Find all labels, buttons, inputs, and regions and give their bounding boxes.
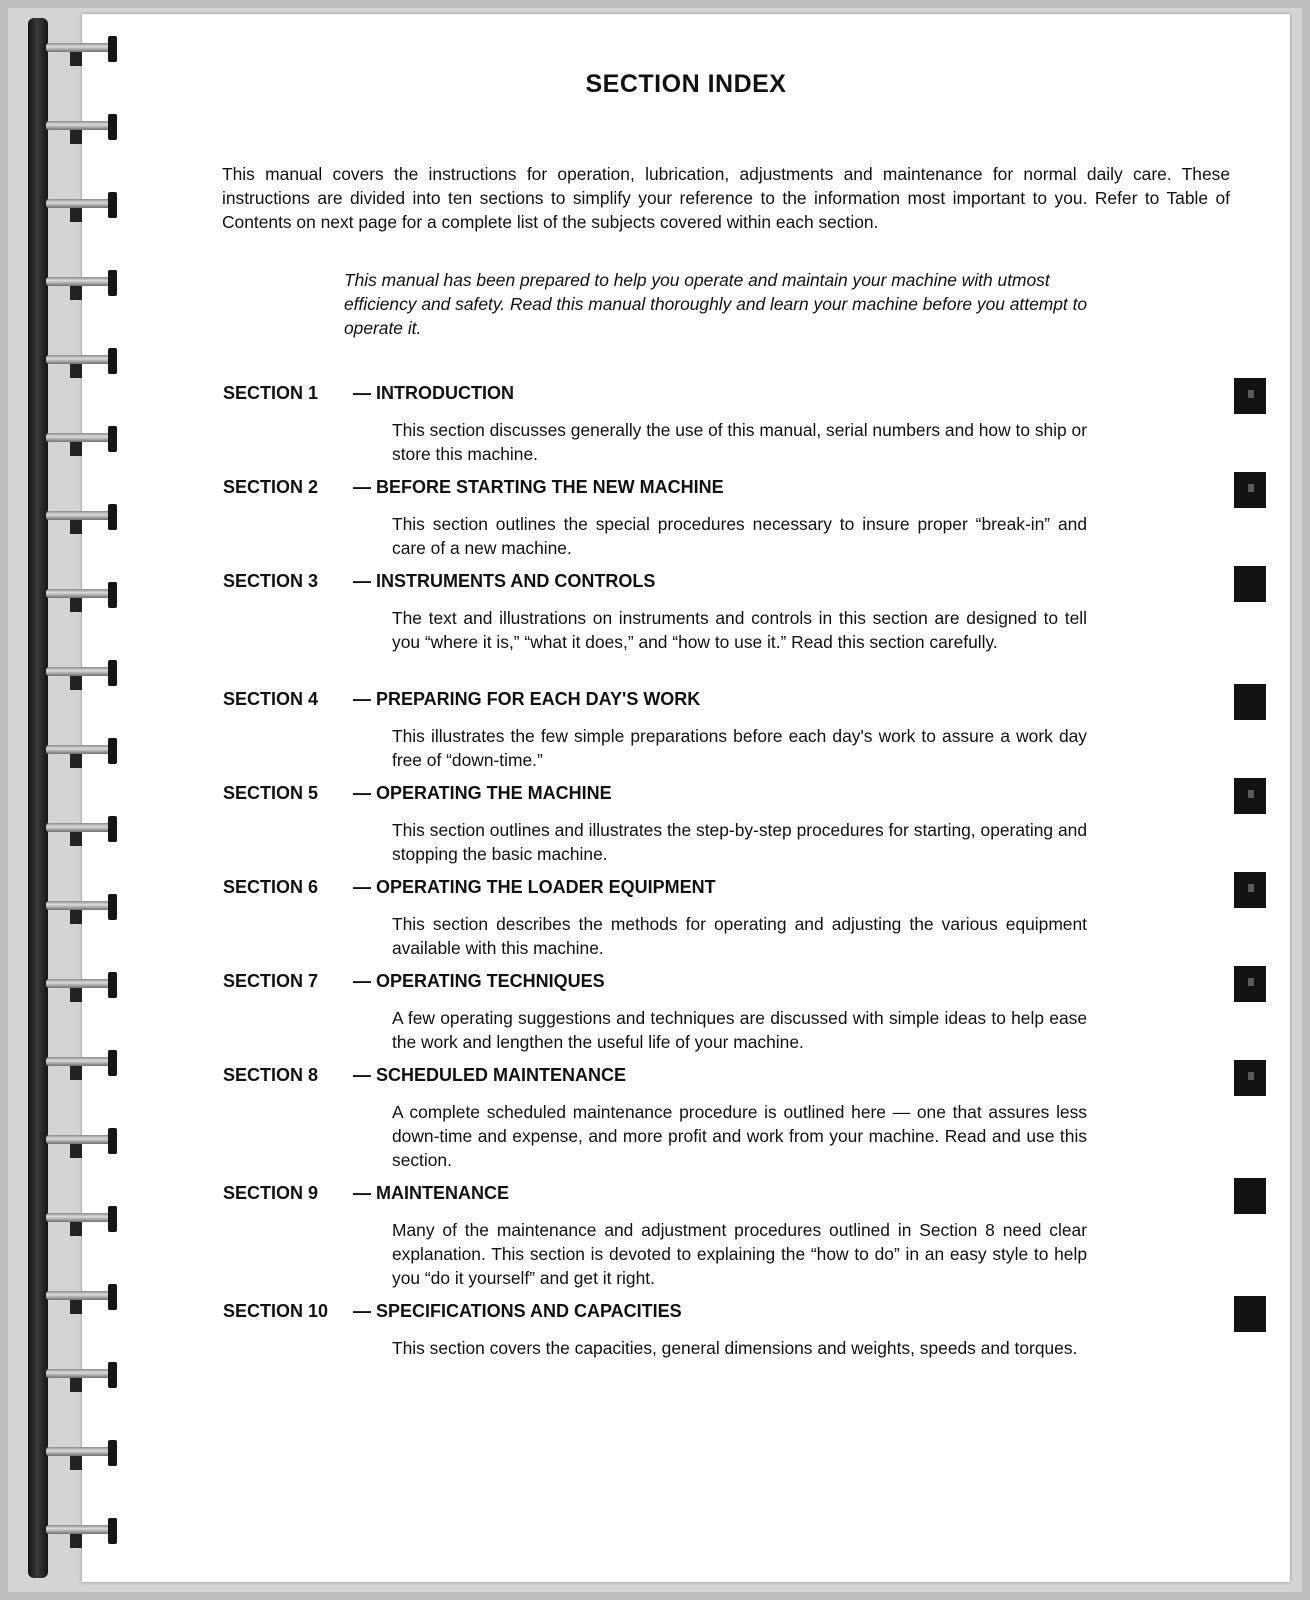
section-title: — MAINTENANCE	[353, 1183, 509, 1203]
section-description-3: The text and illustrations on instruments and controls in this section are designed to tell you “where it is,” “what it does,” and “how to use it.” Read this section carefully.	[392, 608, 1087, 652]
binding-ring	[34, 1048, 120, 1078]
binding-ring	[34, 1438, 120, 1468]
section-title: — SPECIFICATIONS AND CAPACITIES	[353, 1301, 682, 1321]
section-number: SECTION 7	[223, 971, 319, 991]
section-title: — INTRODUCTION	[353, 383, 514, 403]
binding-ring	[34, 814, 120, 844]
binding-ring	[34, 1516, 120, 1546]
section-heading-2	[223, 477, 724, 498]
section-description-10: This section covers the capacities, general dimensions and weights, speeds and torques.	[392, 1338, 1078, 1358]
binding-ring	[34, 112, 120, 142]
page-title: SECTION INDEX	[585, 70, 787, 98]
section-description-1: This section discusses generally the use of this manual, serial numbers and how to ship or store this machine.	[392, 420, 1088, 464]
section-tab-9[interactable]	[1234, 1178, 1266, 1214]
section-title: — BEFORE STARTING THE NEW MACHINE	[353, 477, 724, 497]
binding-ring	[34, 424, 120, 454]
section-title: — OPERATING THE MACHINE	[353, 783, 612, 803]
binding-ring	[34, 346, 120, 376]
binding-ring	[34, 1360, 120, 1390]
section-heading-7	[223, 971, 605, 992]
binding-ring	[34, 658, 120, 688]
section-description-6: This section describes the methods for operating and adjusting the various equipment available with this machine.	[392, 914, 1087, 958]
binding-ring	[34, 190, 120, 220]
section-description-9: Many of the maintenance and adjustment procedures outlined in Section 8 need clear explanation. This section is devoted to explaining the “how to do” in an easy style to help you “do it yourself” and get it right.	[392, 1220, 1087, 1288]
section-heading-5	[223, 783, 612, 804]
section-description-8: A complete scheduled maintenance procedure is outlined here — one that assures less down-time and expense, and more profit and work from your machine. Read and use this section.	[392, 1102, 1087, 1170]
section-heading-8	[223, 1065, 626, 1086]
section-number: SECTION 2	[223, 477, 319, 497]
section-number: SECTION 9	[223, 1183, 319, 1203]
section-tab-5[interactable]	[1234, 778, 1266, 814]
section-tab-7[interactable]	[1234, 966, 1266, 1002]
section-tab-2[interactable]	[1234, 472, 1266, 508]
section-title: — INSTRUMENTS AND CONTROLS	[353, 571, 656, 591]
section-tab-3[interactable]	[1234, 566, 1266, 602]
section-number: SECTION 8	[223, 1065, 319, 1085]
section-heading-3	[223, 571, 655, 592]
section-title: — SCHEDULED MAINTENANCE	[353, 1065, 627, 1085]
section-number: SECTION 10	[223, 1301, 329, 1321]
section-heading-4	[223, 689, 700, 710]
section-description-5: This section outlines and illustrates the step-by-step procedures for starting, operating and stopping the basic machine.	[392, 820, 1087, 864]
section-description-2: This section outlines the special procedures necessary to insure proper “break-in” and care of a new machine.	[392, 514, 1087, 558]
binding-ring	[34, 34, 120, 64]
section-tab-8[interactable]	[1234, 1060, 1266, 1096]
binding-ring	[34, 1126, 120, 1156]
section-heading-6	[223, 877, 716, 898]
section-tab-6[interactable]	[1234, 872, 1266, 908]
section-title: — PREPARING FOR EACH DAY'S WORK	[353, 689, 701, 709]
section-number: SECTION 6	[223, 877, 319, 897]
binding-ring	[34, 502, 120, 532]
binding-ring	[34, 970, 120, 1000]
binding-ring	[34, 580, 120, 610]
spiral-binding	[34, 0, 120, 1600]
section-tab-4[interactable]	[1234, 684, 1266, 720]
section-description-4: This illustrates the few simple preparations before each day's work to assure a work day free of “down-time.”	[392, 726, 1087, 770]
section-heading-10	[223, 1301, 682, 1322]
intro-paragraph: This manual covers the instructions for operation, lubrication, adjustments and maintenance for normal daily care. These instructions are divided into ten sections to simplify your reference to the information most important to you. Refer to Table of Contents on next page for a complete list of the subjects covered within each section.	[222, 164, 1230, 232]
section-tab-1[interactable]	[1234, 378, 1266, 414]
intro-note-italic: This manual has been prepared to help you operate and maintain your machine with utmost efficiency and safety. Read this manual thoroughly and learn your machine before you attempt to operate it.	[344, 270, 1088, 338]
binding-ring	[34, 268, 120, 298]
section-number: SECTION 3	[223, 571, 319, 591]
section-number: SECTION 5	[223, 783, 319, 803]
binding-ring	[34, 1204, 120, 1234]
section-tab-10[interactable]	[1234, 1296, 1266, 1332]
section-number: SECTION 1	[223, 383, 319, 403]
section-title: — OPERATING TECHNIQUES	[353, 971, 605, 991]
binding-ring	[34, 736, 120, 766]
section-title: — OPERATING THE LOADER EQUIPMENT	[353, 877, 716, 897]
section-heading-9	[223, 1183, 509, 1204]
binding-ring	[34, 892, 120, 922]
section-number: SECTION 4	[223, 689, 319, 709]
section-heading-1	[223, 383, 514, 404]
section-description-7: A few operating suggestions and techniques are discussed with simple ideas to help ease the work and lengthen the useful life of your machine.	[392, 1008, 1087, 1052]
binding-ring	[34, 1282, 120, 1312]
